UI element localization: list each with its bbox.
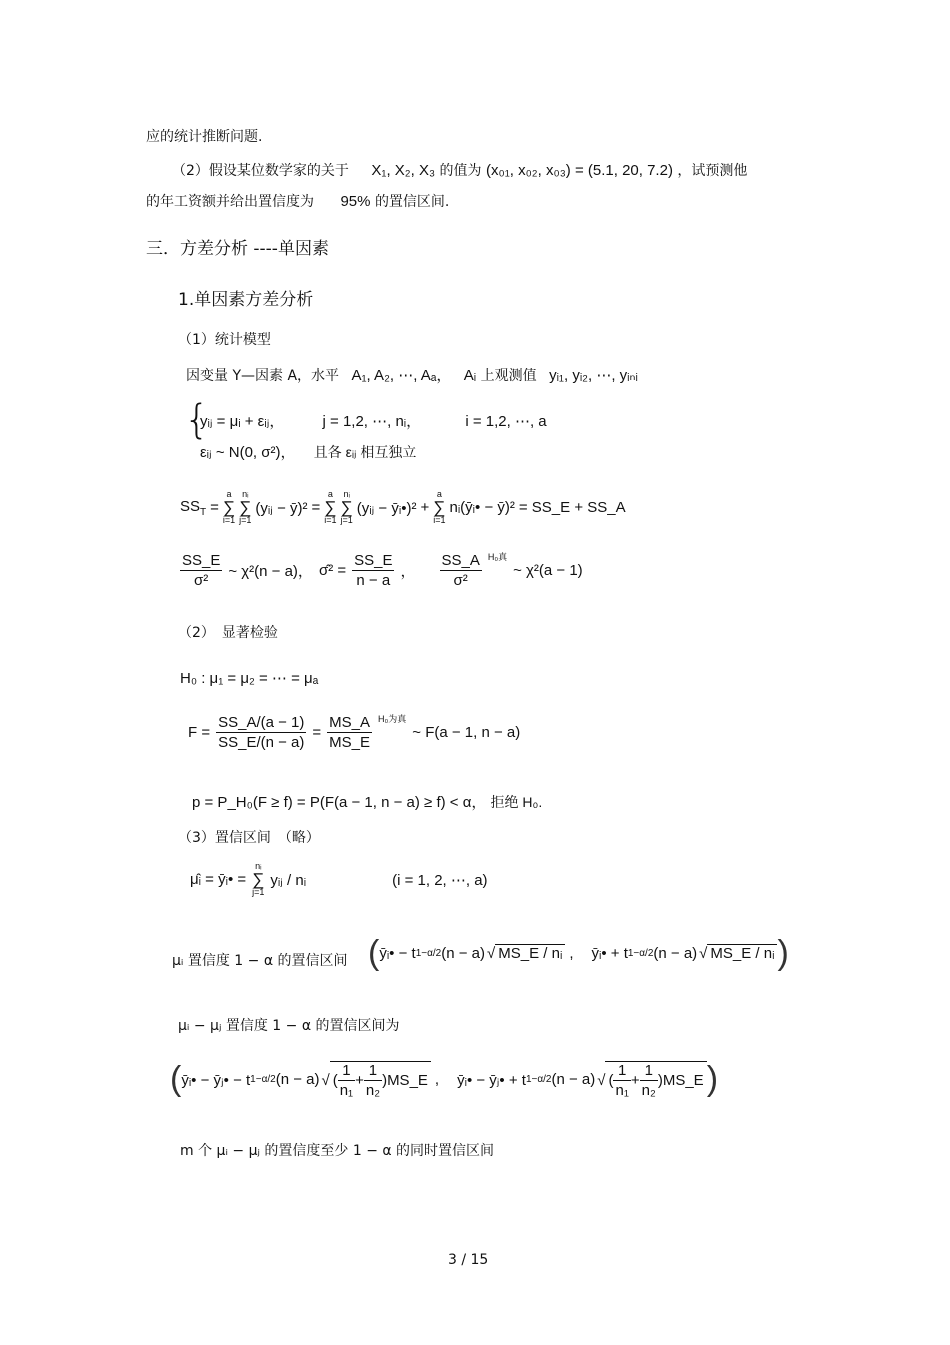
sst-plus: + [420,499,430,516]
intro-values: (x₀₁, x₀₂, x₀₃) = (5.1, 20, 7.2) [485,162,673,179]
dist-rhs-1: ~ χ²(n − a)， [228,563,313,580]
intro-line-2 [172,160,747,180]
ci-mu-interval [368,934,789,973]
ci-simultaneous-label: m 个 μᵢ − μⱼ 的置信度至少 1 − α 的同时置信区间 [180,1143,495,1159]
intro-line-2-mid: 的值为 [439,163,482,179]
intro-line-2-prefix: （2）假设某位数学家的关于 [172,163,349,179]
ci-diff-right-df: (n − a) [551,1071,596,1088]
dist-frac-3: $\frac{SS\_A}{\text{σ²}}$ [441,552,480,589]
sst-term-3: nᵢ(ȳᵢ• − ȳ)² [449,499,515,516]
model-row-1-j: j = 1,2, ⋯, nᵢ， [322,413,422,430]
sum-i-2: a ∑ i=1 [324,489,337,525]
ci-mu-label: μᵢ 置信度 1 − α 的置信区间 [172,953,348,969]
dist-frac-2: $\frac{SS\_E}{n - a}$ [354,552,393,589]
ci-mu-left-sqrt: √ MS_E / nᵢ [487,945,565,962]
dist-rhs-3: ~ χ²(a − 1) [513,562,583,579]
ci-diff-left-term: ȳᵢ• − ȳⱼ• − t [181,1071,251,1089]
ci-mu-right-tsub: 1−α/2 [627,948,654,959]
f-statistic [188,714,520,751]
hypothesis-h0: H₀ : μ₁ = μ₂ = ⋯ = μₐ [180,670,319,687]
ci-diff-left-tsub: 1−α/2 [250,1074,276,1085]
f-frac-1: $\frac{SS\_A/(a - 1)}{SS\_E/(n - a)}$ [218,714,305,751]
ci-diff-right-sqrt: √ ( $\frac{1}{\text{n₁}}$ + $\frac{1}{\text{n₂}}$ ) MS_E [597,1061,706,1099]
ci-mu-left-df: (n − a) [441,945,486,962]
ci-diff-separator: , [434,1071,440,1088]
ci-mu-left-tsub: 1−α/2 [415,948,442,959]
sst-rhs: = SS_E + SS_A [518,499,626,516]
ci-mu-right-sqrt: √ MS_E / nᵢ [699,945,777,962]
sum-j-2: nᵢ ∑ j=1 [340,489,353,525]
sst-term-2: (yᵢⱼ − ȳᵢ•)² [356,499,417,517]
subsection-title: 1.单因素方差分析 [178,290,314,310]
sum-j-1: nᵢ ∑ j=1 [239,489,252,525]
ci-mu-right-df: (n − a) [653,945,698,962]
ci-diff-label: μᵢ − μⱼ 置信度 1 − α 的置信区间为 [178,1018,400,1034]
ci-mu-separator: , [569,945,574,962]
sst-equals-2: = [311,499,321,516]
f-rhs: ~ F(a − 1, n − a) [412,724,521,741]
ci-diff-open-paren: ( [170,1060,182,1098]
ci-diff-right-term: ȳᵢ• − ȳⱼ• + t [457,1071,526,1089]
sum-i-3: a ∑ i=1 [433,489,446,525]
model-row-2 [200,441,416,462]
model-description-prefix: 因变量 Y—因素 A，水平 [186,368,340,384]
ci-diff-left-df: (n − a) [275,1071,320,1088]
f-eq: = [312,724,322,741]
intro-line-1: 应的统计推断问题. [146,129,263,145]
p-value-formula: p = P_H₀(F ≥ f) = P(F(a − 1, n − a) ≥ f) < α， [192,794,487,811]
page-number: 3 / 15 [448,1252,489,1268]
ci-mu-open-paren: ( [368,934,380,972]
intro-confidence: 95% [340,193,371,210]
p-value-reject: 拒绝 H₀. [490,794,543,810]
ci-diff-interval [170,1060,718,1099]
section-title: 三．方差分析 ----单因素 [146,239,329,259]
part3-title: （3）置信区间 （略） [178,830,320,846]
model-observations: yᵢ₁, yᵢ₂, ⋯, yᵢₙᵢ [549,367,638,384]
model-row-1 [200,410,547,431]
dist-h0-true: H₀真 [487,552,508,562]
intro-line-3 [146,191,449,211]
mu-hat-sum: nᵢ ∑ j=1 [252,861,265,897]
sst-lhs: $SS_T$ [180,497,207,518]
mu-hat-term: yᵢⱼ / nᵢ [270,871,307,889]
model-row-2-eq: εᵢⱼ ~ N(0, σ²)， [200,444,296,461]
model-row-1-i: i = 1,2, ⋯, a [465,413,547,430]
ci-mu-left-term: ȳᵢ• − t [379,945,416,962]
sst-term-1: (yᵢⱼ − ȳ)² [255,499,308,517]
intro-line-3-prefix: 的年工资额并给出置信度为 [146,194,314,210]
p-value-line [192,791,542,812]
dist-frac-1: $\frac{SS\_E}{\text{σ²}}$ [182,552,221,589]
model-levels: A₁, A₂, ⋯, Aₐ， [351,367,452,384]
sum-i-1: a ∑ i=1 [222,489,236,525]
intro-line-3-suffix: 的置信区间. [374,194,450,210]
intro-line-2-suffix: ，试预测他 [677,163,748,179]
f-lhs: F = [188,724,211,741]
distribution-line [180,552,583,589]
model-level-i: Aᵢ [463,367,477,384]
f-frac-2: $\frac{MS\_A}{MS\_E}$ [329,714,371,751]
mu-hat-lhs: μ̂ᵢ = ȳᵢ• = [190,871,247,888]
ci-diff-left-sqrt: √ ( $\frac{1}{\text{n₁}}$ + $\frac{1}{\text{n₂}}$ ) MS_E [321,1061,430,1099]
sst-decomposition [180,490,626,525]
ci-mu-right-term: ȳᵢ• + t [591,945,628,962]
dist-comma: ， [400,563,416,580]
dist-sigma-hat: σ̂² = [318,562,347,579]
model-description [186,364,638,385]
part2-title: （2） 显著检验 [178,625,278,641]
model-obs-label: 上观测值 [480,368,537,384]
ci-diff-right-tsub: 1−α/2 [525,1074,552,1085]
mu-hat-range: (i = 1, 2, ⋯, a) [392,871,488,889]
model-brace: { [184,397,210,443]
ci-mu-close-paren: ) [777,934,789,972]
part1-title: （1）统计模型 [178,332,271,348]
model-row-2-text: 且各 εᵢⱼ 相互独立 [313,444,417,460]
mu-hat-estimate [190,862,488,897]
ci-diff-close-paren: ) [706,1060,719,1098]
f-h0-true: H₀为真 [378,714,407,724]
model-row-1-eq: yᵢⱼ = μᵢ + εᵢⱼ， [200,413,285,430]
intro-vars: X₁, X₂, X₃ [371,162,436,179]
sst-equals-1: = [210,499,219,516]
